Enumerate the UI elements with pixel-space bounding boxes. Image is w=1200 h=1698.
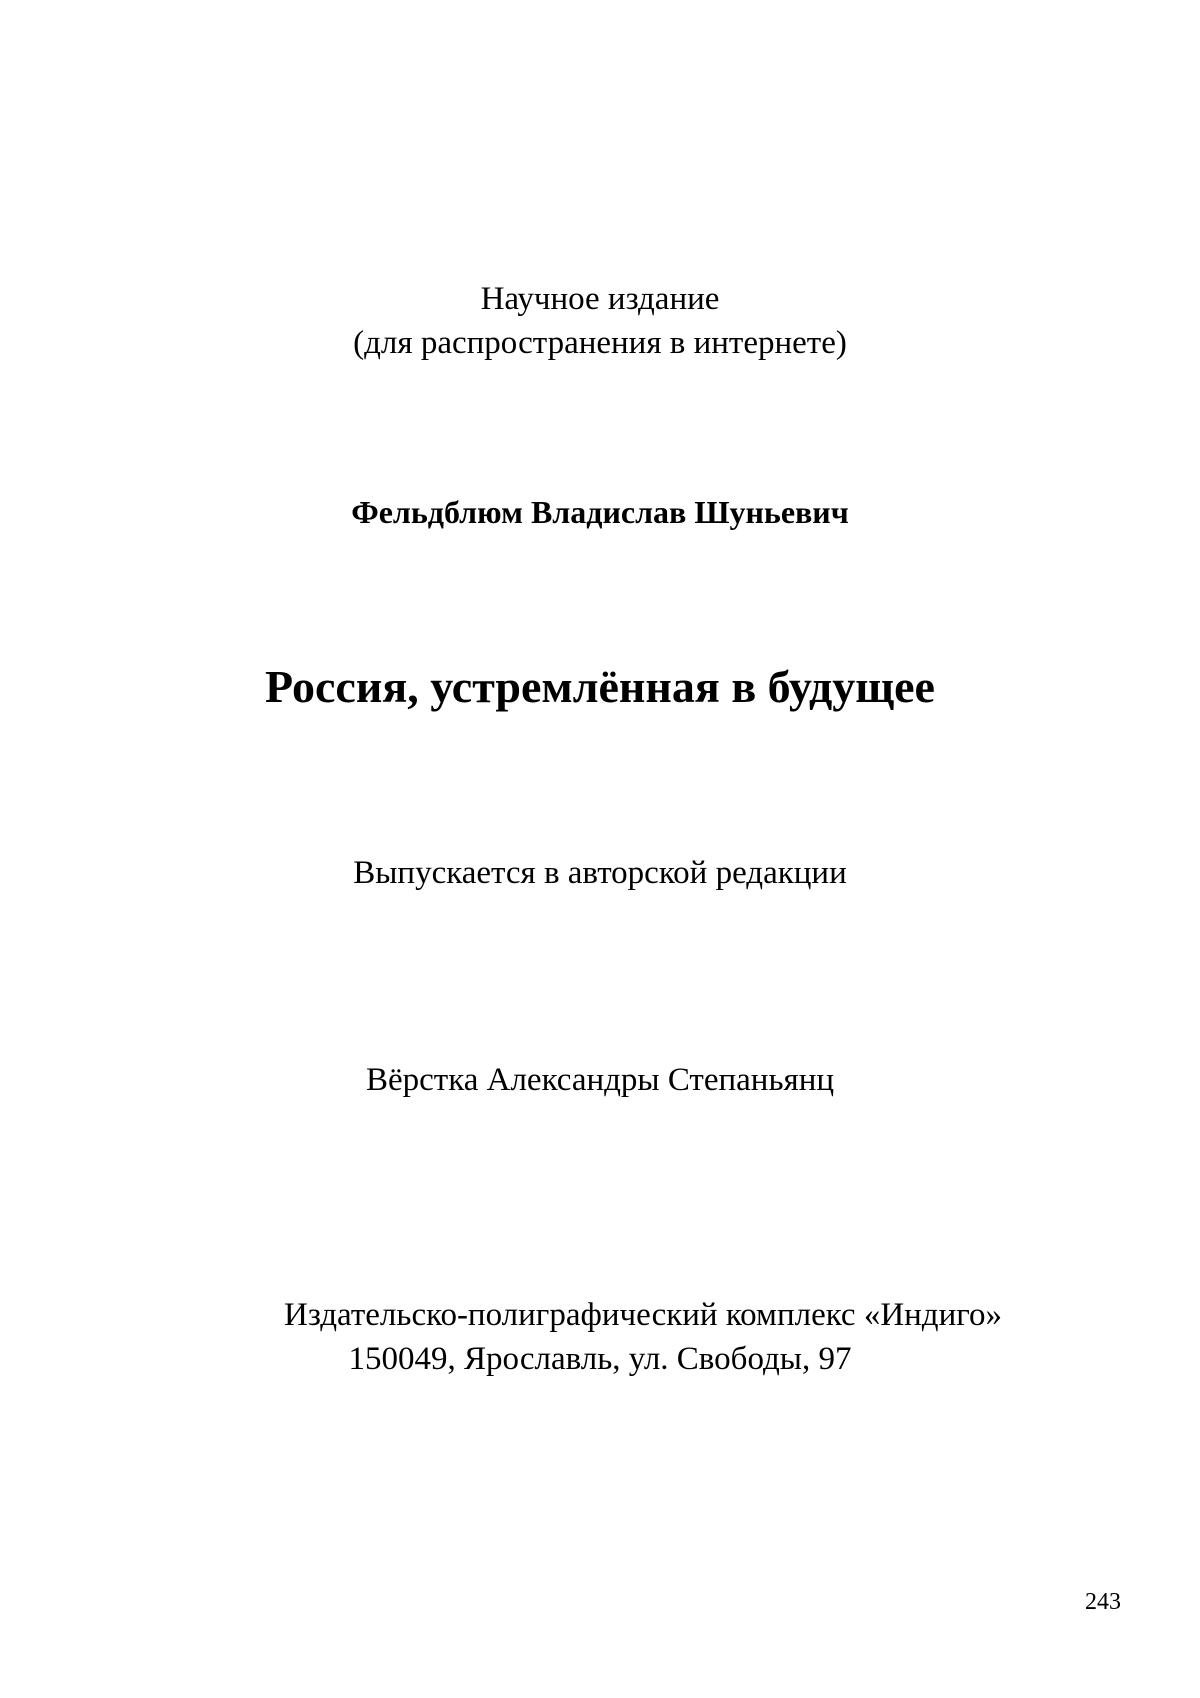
- publisher-address: 150049, Ярославль, ул. Свободы, 97: [348, 1341, 852, 1377]
- publisher-name: Издательско-полиграфический комплекс «Индиго»: [284, 1297, 1002, 1333]
- editorial-note: Выпускается в авторской редакции: [353, 855, 847, 891]
- page-number: 243: [1085, 1589, 1121, 1615]
- edition-note: (для распространения в интернете): [353, 325, 847, 361]
- author-name: Фельдблюм Владислав Шуньевич: [351, 494, 849, 530]
- book-title: Россия, устремлённая в будущее: [265, 661, 935, 712]
- layout-credit: Вёрстка Александры Степаньянц: [365, 1062, 835, 1098]
- edition-type: Научное издание: [480, 281, 720, 317]
